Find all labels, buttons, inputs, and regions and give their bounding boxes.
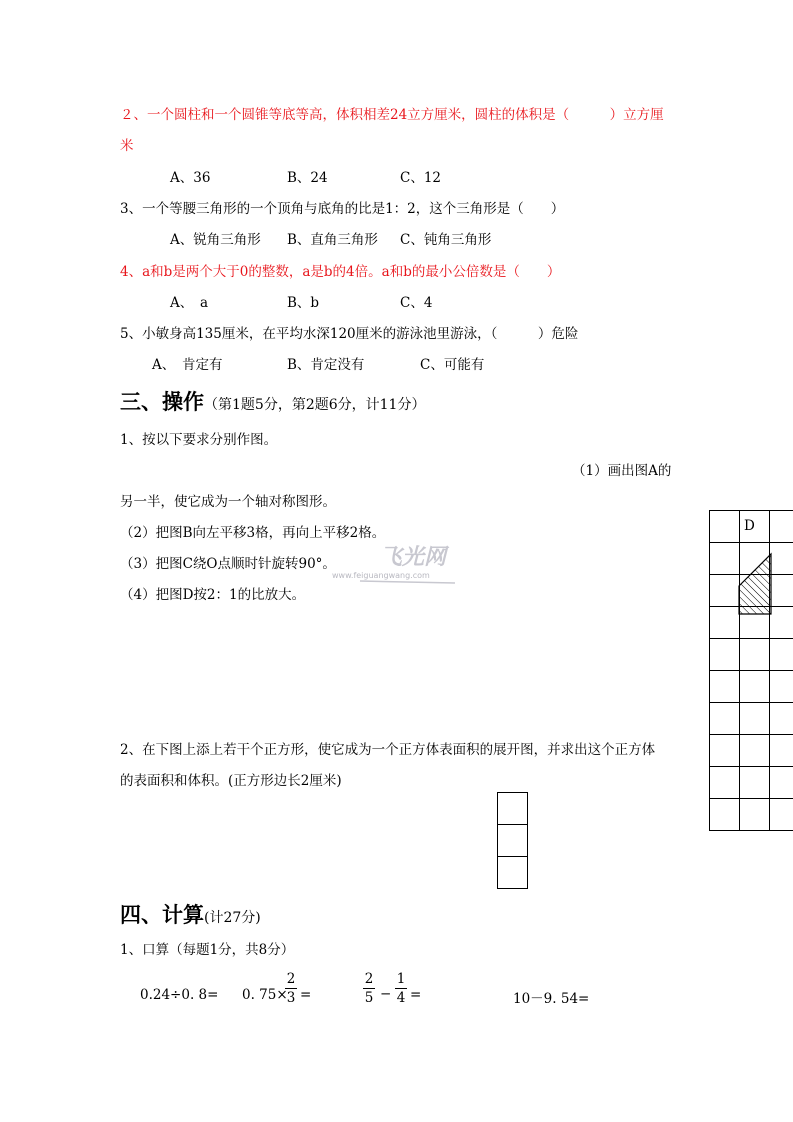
grid-cell bbox=[709, 766, 740, 799]
grid-cell bbox=[739, 670, 770, 703]
calc-3-post: = bbox=[410, 987, 422, 1003]
q4-option-c: C、4 bbox=[400, 295, 433, 311]
grid-cell bbox=[739, 702, 770, 735]
q2-stem-cont: 米 bbox=[120, 138, 134, 154]
grid-cell bbox=[709, 734, 740, 767]
grid-cell bbox=[769, 638, 793, 671]
s3-q1: 1、按以下要求分别作图。 bbox=[120, 432, 278, 448]
s3-q1-sub1-b: 另一半，使它成为一个轴对称图形。 bbox=[120, 494, 336, 510]
calc-2-numerator: 2 bbox=[286, 971, 296, 987]
grid-cell bbox=[739, 798, 770, 831]
grid-cell bbox=[739, 638, 770, 671]
figure-d-shape bbox=[709, 510, 793, 620]
net-square bbox=[497, 824, 528, 857]
grid-cell bbox=[769, 766, 793, 799]
q2-option-b: B、24 bbox=[287, 170, 328, 186]
watermark-logo bbox=[330, 538, 460, 590]
calc-3-denominator-2: 4 bbox=[396, 990, 406, 1006]
calc-2-post: = bbox=[300, 987, 312, 1003]
q3-option-b: B、直角三角形 bbox=[287, 232, 378, 248]
calc-3-denominator-1: 5 bbox=[364, 990, 374, 1006]
s3-q1-sub4: （4）把图D按2：1的比放大。 bbox=[120, 587, 306, 603]
q3-stem: 3、一个等腰三角形的一个顶角与底角的比是1：2，这个三角形是（ ） bbox=[120, 201, 565, 217]
calc-2-denominator: 3 bbox=[286, 990, 296, 1006]
section3-title: 三、操作 bbox=[120, 390, 204, 414]
s3-q2-b: 的表面积和体积。(正方形边长2厘米) bbox=[120, 773, 342, 789]
grid-cell bbox=[739, 734, 770, 767]
q4-stem: 4、a和b是两个大于0的整数，a是b的4倍。a和b的最小公倍数是（ ） bbox=[120, 264, 561, 280]
net-square bbox=[497, 792, 528, 825]
watermark-brand: 飞光网 bbox=[380, 545, 447, 570]
calc-3-fraction-1 bbox=[362, 970, 376, 1007]
watermark-url: www.feiguangwang.com bbox=[332, 571, 430, 580]
q3-option-c: C、钝角三角形 bbox=[400, 232, 492, 248]
grid-cell bbox=[769, 734, 793, 767]
q5-option-b: B、肯定没有 bbox=[287, 357, 365, 373]
q2-stem: ２、一个圆柱和一个圆锥等底等高，体积相差24立方厘米，圆柱的体积是（ ）立方厘 bbox=[120, 107, 664, 123]
q5-option-a: A、 肯定有 bbox=[152, 357, 223, 373]
grid-cell bbox=[709, 702, 740, 735]
grid-cell bbox=[769, 670, 793, 703]
q4-option-b: B、b bbox=[287, 295, 320, 311]
s3-q1-sub2: （2）把图B向左平移3格，再向上平移2格。 bbox=[120, 525, 386, 541]
q2-option-c: C、12 bbox=[400, 170, 442, 186]
calc-3-numerator-2: 1 bbox=[396, 971, 406, 987]
section4-heading bbox=[120, 899, 261, 929]
s3-q1-sub1-a: （1）画出图A的 bbox=[572, 463, 672, 479]
grid-cell bbox=[709, 670, 740, 703]
calc-2-pre: 0. 75× bbox=[242, 987, 288, 1003]
calc-2-fraction bbox=[284, 970, 298, 1007]
q5-option-c: C、可能有 bbox=[420, 357, 485, 373]
calc-3-numerator-1: 2 bbox=[364, 971, 374, 987]
grid-label-d: D bbox=[744, 518, 755, 534]
section4-score: (计27分) bbox=[204, 910, 261, 926]
grid-cell bbox=[739, 766, 770, 799]
section3-heading bbox=[120, 386, 425, 416]
calc-3-fraction-2 bbox=[394, 970, 408, 1007]
s4-q1: 1、口算（每题1分，共8分） bbox=[120, 942, 295, 958]
calc-4: 10－9. 54= bbox=[513, 991, 590, 1007]
s3-q1-sub3: （3）把图C绕O点顺时针旋转90°。 bbox=[120, 556, 336, 572]
q5-stem: 5、小敏身高135厘米，在平均水深120厘米的游泳池里游泳，（ ）危险 bbox=[120, 326, 579, 342]
grid-cell bbox=[709, 798, 740, 831]
q3-option-a: A、锐角三角形 bbox=[170, 232, 261, 248]
net-square bbox=[497, 856, 528, 889]
grid-cell bbox=[769, 702, 793, 735]
calc-1: 0.24÷0. 8= bbox=[140, 987, 219, 1003]
section4-title: 四、计算 bbox=[120, 903, 204, 927]
q4-option-a: A、 a bbox=[170, 295, 209, 311]
calc-3-operator: − bbox=[380, 986, 392, 1002]
grid-cell bbox=[709, 638, 740, 671]
section3-score: （第1题5分，第2题6分，计11分） bbox=[204, 397, 426, 413]
q2-option-a: A、36 bbox=[170, 170, 211, 186]
grid-cell bbox=[769, 798, 793, 831]
s3-q2-a: 2、在下图上添上若干个正方形，使它成为一个正方体表面积的展开图，并求出这个正方体 bbox=[120, 742, 656, 758]
